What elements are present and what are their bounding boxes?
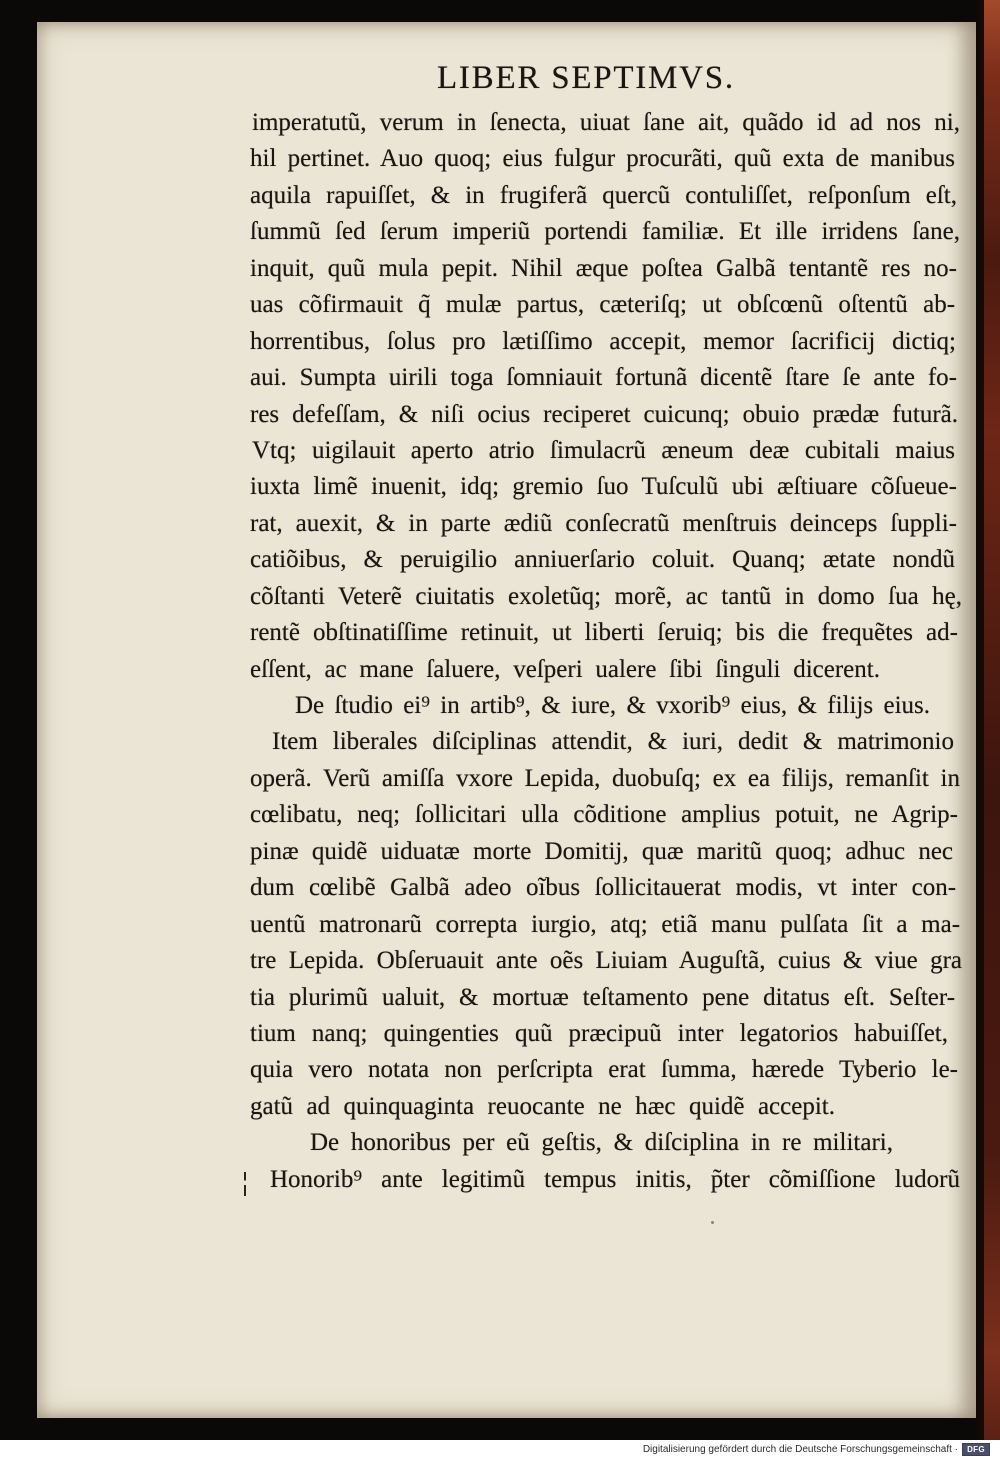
- section-heading: De ſtudio ei⁹ in artib⁹, & iure, & vxorib⁹ eius, & filijs eius.: [295, 692, 930, 719]
- text-line: aui. Sumpta uirili toga ſomniauit fortunã dicentẽ ſtare ſe ante fo-: [250, 364, 957, 392]
- text-line: gatũ ad quinquaginta reuocante ne hæc quidẽ accepit.: [250, 1092, 835, 1120]
- paragraph: [0, 1162, 1000, 1198]
- text-line: cœlibatu, neq; ſollicitari ulla cõditione amplius potuit, ne Agrip-: [250, 801, 958, 829]
- body-text: [0, 105, 1000, 1198]
- digitization-credit: Digitalisierung gefördert durch die Deutsche Forschungsgemeinschaft ·: [642, 1444, 958, 1455]
- text-line: rat, auexit, & in parte ædiũ conſecratũ menſtruis deinceps ſuppli-: [250, 509, 957, 537]
- text-line: quia vero notata non perſcripta erat ſumma, hærede Tyberio le-: [250, 1056, 958, 1084]
- text-line: uentũ matronarũ correpta iurgio, atq; etiã manu pulſata ſit a ma-: [250, 910, 961, 938]
- paragraph: [0, 724, 1000, 1125]
- margin-mark: [244, 1172, 246, 1196]
- text-line: tia plurimũ ualuit, & mortuæ teſtamento pene ditatus eſt. Seſter-: [250, 983, 956, 1011]
- text-line: uas cõfirmauit q̃ mulæ partus, cæteriſq; ut obſcœnũ oſtentũ ab-: [250, 291, 956, 319]
- text-line: eſſent, ac mane ſaluere, veſperi ualere ſibi ſinguli dicerent.: [250, 655, 880, 683]
- text-line: iuxta limẽ inuenit, idq; gremio ſuo Tuſculũ ubi æſtiuare cõſueue-: [250, 473, 957, 501]
- text-line: inquit, quũ mula pepit. Nihil æque poſtea Galbã tentantẽ res no-: [250, 254, 957, 282]
- text-line: dum cœlibẽ Galbã adeo oĩbus ſollicitauerat modis, vt inter con-: [250, 874, 957, 902]
- text-line: res defeſſam, & niſi ocius reciperet cuicunq; obuio prædæ futurã.: [250, 400, 959, 428]
- ink-speck: [711, 1221, 714, 1224]
- text-line: hil pertinet. Auo quoq; eius fulgur procurãti, quũ exta de manibus: [250, 145, 956, 173]
- footer-strip: [0, 1440, 1000, 1460]
- text-line: operã. Verũ amiſſa vxore Lepida, duobuſq; ex ea filijs, remanſit in: [250, 764, 960, 792]
- text-line: Honorib⁹ ante legitimũ tempus initis, p̃ter cõmiſſione ludorũ: [270, 1165, 960, 1193]
- text-line: ſummũ ſed ſerum imperiũ portendi familiæ. Et ille irridens ſane,: [250, 218, 960, 246]
- text-line: aquila rapuiſſet, & in frugiferã quercũ contuliſſet, reſponſum eſt,: [250, 181, 957, 209]
- text-line: tium nanq; quingenties quũ præcipuũ inter legatorios habuiſſet,: [250, 1019, 949, 1047]
- text-line: Vtq; uigilauit aperto atrio ſimulacrũ æneum deæ cubitali maius: [252, 436, 956, 464]
- text-line: tre Lepida. Obſeruauit ante oẽs Liuiam Auguſtã, cuius & viue gra: [250, 947, 962, 975]
- section-heading: De honoribus per eũ geſtis, & diſciplina in re militari,: [310, 1129, 893, 1157]
- text-line: Item liberales diſciplinas attendit, & iuri, dedit & matrimonio: [272, 728, 954, 756]
- text-line: cõſtanti Veterẽ ciuitatis exoletũq; morẽ, ac tantũ in domo ſua hę,: [250, 582, 963, 610]
- text-line: catiõibus, & peruigilio anniuerſario coluit. Quanq; ætate nondũ: [250, 546, 955, 574]
- text-line: rentẽ obſtinatiſſime retinuit, ut liberti ſeruiq; bis die frequẽtes ad-: [250, 619, 958, 647]
- text-line: pinæ quidẽ uiduatæ morte Domitij, quæ maritũ quoq; adhuc nec: [250, 837, 954, 865]
- dfg-logo: DFG: [962, 1443, 990, 1456]
- running-head: LIBER SEPTIMVS.: [437, 60, 735, 96]
- text-line: imperatutũ, verum in ſenecta, uiuat ſane ait, quãdo id ad nos ni,: [252, 109, 960, 136]
- paragraph: [0, 105, 1000, 688]
- text-line: horrentibus, ſolus pro lætiſſimo accepit, memor ſacrificij dictiq;: [250, 327, 956, 355]
